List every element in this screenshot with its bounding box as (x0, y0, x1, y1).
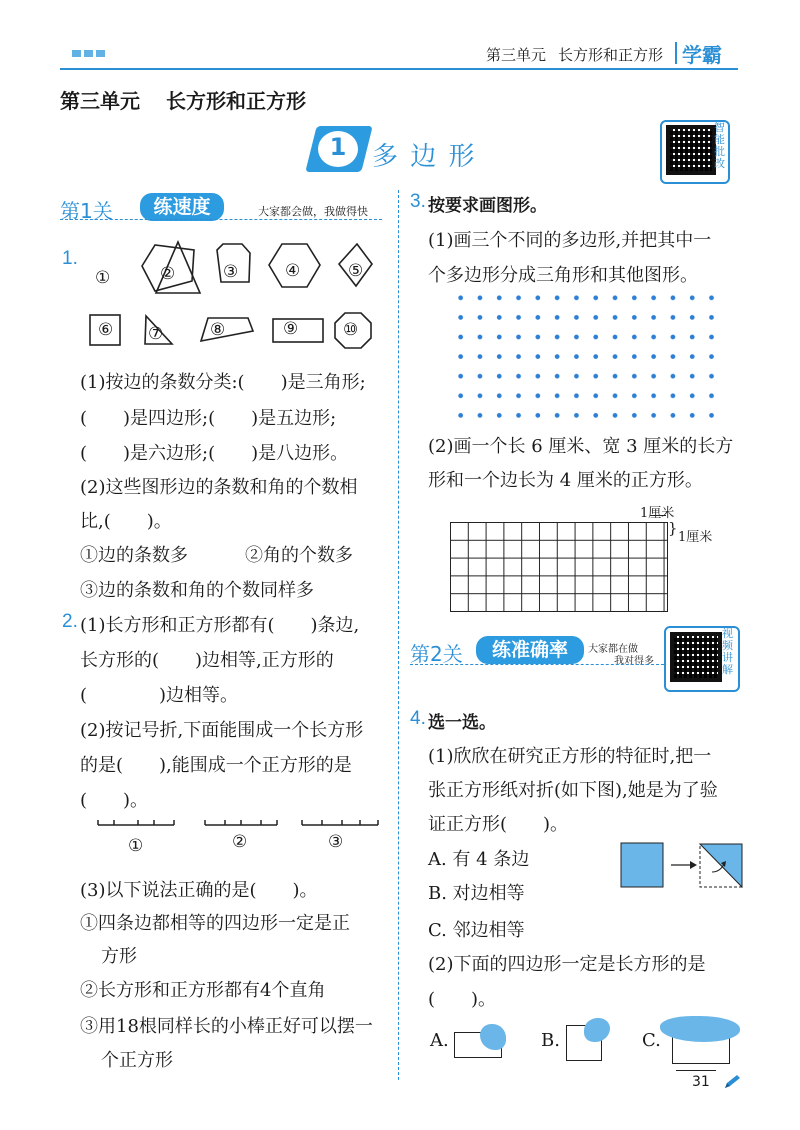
shape-label: ⑨ (283, 319, 299, 339)
level1-name: 练速度 (140, 193, 224, 221)
header-divider (675, 42, 677, 64)
q1-shapes-overlay (75, 240, 195, 300)
q2-statement: 个正方形 (101, 1050, 173, 1071)
level2-rule (410, 664, 664, 665)
stick-label: ① (128, 836, 144, 856)
q4-part1-line1: (1)欣欣在研究正方形的特征时,把一 (428, 746, 712, 767)
q2-statement: ③用18根同样长的小棒正好可以摆一 (80, 1016, 373, 1037)
header-decoration (72, 50, 81, 57)
footer-rule (676, 1070, 716, 1071)
shape-label: ③ (223, 262, 239, 282)
qr-code-icon[interactable] (670, 632, 722, 682)
q1-part2-line2: 比,( )。 (80, 511, 172, 532)
quadrilateral-shape (201, 318, 253, 341)
q1-part2-line1: (2)这些图形边的条数和角的个数相 (80, 477, 358, 498)
q2-number: 2. (62, 611, 78, 632)
q3-part1-line1: (1)画三个不同的多边形,并把其中一 (428, 230, 712, 251)
shape-label: ⑩ (343, 320, 359, 340)
q4-part2-line2: ( )。 (428, 989, 497, 1010)
level1-rule (60, 219, 382, 220)
q1-part1-line2: ( )是四边形;( )是五边形; (80, 408, 337, 429)
q3-part2-line2: 形和一个边长为 4 厘米的正方形。 (428, 470, 703, 491)
unit-heading: 第三单元 长方形和正方形 (60, 89, 306, 113)
q2-part2-line3: ( )。 (80, 790, 149, 811)
shape-label: ⑦ (148, 324, 164, 344)
shape-label: ① (95, 268, 111, 288)
level1-slogan: 大家都会做，我做得快 (258, 205, 368, 218)
level2-slogan: 我对得多 (614, 656, 654, 667)
q1-option: ③边的条数和角的个数同样多 (80, 580, 314, 601)
q4-option: C. 邻边相等 (428, 920, 525, 941)
fold-sticks (90, 814, 390, 834)
page-number: 31 (692, 1074, 710, 1090)
q2-statement: ②长方形和正方形都有4个直角 (80, 980, 326, 1001)
shape-label: ④ (285, 261, 301, 281)
unit-brace: } (668, 519, 678, 537)
q2-part1-line2: 长方形的( )边相等,正方形的 (80, 650, 334, 671)
choice-label: C. (642, 1030, 661, 1051)
q4-part1-line3: 证正方形( )。 (428, 814, 569, 835)
pencil-icon (722, 1073, 742, 1091)
unit-label-side: 1厘米 (678, 530, 713, 545)
unit-indicator (650, 515, 666, 516)
level1-tag: 第1关 (60, 199, 113, 223)
q3-part2-line1: (2)画一个长 6 厘米、宽 3 厘米的长方 (428, 436, 734, 457)
dot-grid[interactable] (451, 288, 721, 425)
q2-part3: (3)以下说法正确的是( )。 (80, 880, 318, 901)
q2-part1-line1: (1)长方形和正方形都有( )条边, (80, 615, 360, 636)
q3-title: 按要求画图形。 (428, 196, 547, 216)
q4-number: 4. (410, 708, 426, 729)
q1-part1-line3: ( )是六边形;( )是八边形。 (80, 443, 349, 464)
q1-number: 1. (62, 248, 78, 269)
q1-part1-line1: (1)按边的条数分类:( )是三角形; (80, 372, 366, 393)
q4-option: A. 有 4 条边 (428, 849, 530, 870)
fold-diagram (620, 842, 745, 892)
shape-label: ⑧ (210, 320, 226, 340)
q2-part1-line3: ( )边相等。 (80, 685, 239, 706)
lesson-title: 多 边 形 (372, 142, 477, 172)
header-title: 长方形和正方形 (558, 46, 664, 64)
ink-blot (584, 1018, 610, 1042)
q3-part1-line2: 个多边形分成三角形和其他图形。 (428, 265, 698, 286)
q2-part2-line2: 的是( ),能围成一个正方形的是 (80, 755, 352, 776)
q1-option: ①边的条数多 (80, 545, 188, 566)
header-section: 第三单元 (486, 46, 547, 64)
header-rule (60, 68, 738, 70)
q4-part2-line1: (2)下面的四边形一定是长方形的是 (428, 954, 706, 975)
q4-part1-line2: 张正方形纸对折(如下图),她是为了验 (428, 780, 718, 801)
q3-number: 3. (410, 191, 426, 212)
q2-statement: 方形 (101, 946, 137, 967)
shape-label: ⑤ (348, 261, 364, 281)
q1-option: ②角的个数多 (245, 545, 353, 566)
qr-code-icon[interactable] (666, 125, 716, 175)
q4-title: 选一选。 (428, 713, 496, 733)
qr-label: 视频讲解 (722, 627, 733, 676)
q2-part2-line1: (2)按记号折,下面能围成一个长方形 (80, 720, 364, 741)
square-grid[interactable] (450, 522, 668, 612)
shape-label: ② (160, 264, 176, 284)
q4-option: B. 对边相等 (428, 883, 525, 904)
header-decoration (96, 50, 105, 57)
level2-name: 练准确率 (476, 636, 584, 664)
ink-blot (480, 1024, 506, 1050)
shape-label: ⑥ (98, 320, 114, 340)
stick-label: ② (232, 832, 248, 852)
level2-slogan: 大家都在做 (588, 644, 638, 655)
choice-label: A. (430, 1030, 449, 1051)
level2-tag: 第2关 (410, 642, 463, 666)
qr-label: 智能批改 (714, 121, 725, 170)
stick-label: ③ (328, 832, 344, 852)
header-decoration (84, 50, 93, 57)
column-divider (398, 190, 399, 1080)
brand-logo: 学霸 (682, 43, 722, 67)
choice-label: B. (541, 1030, 560, 1051)
q2-statement: ①四条边都相等的四边形一定是正 (80, 913, 350, 934)
unit-label-top: 1厘米 (640, 506, 675, 521)
lesson-number: 1 (329, 133, 347, 161)
